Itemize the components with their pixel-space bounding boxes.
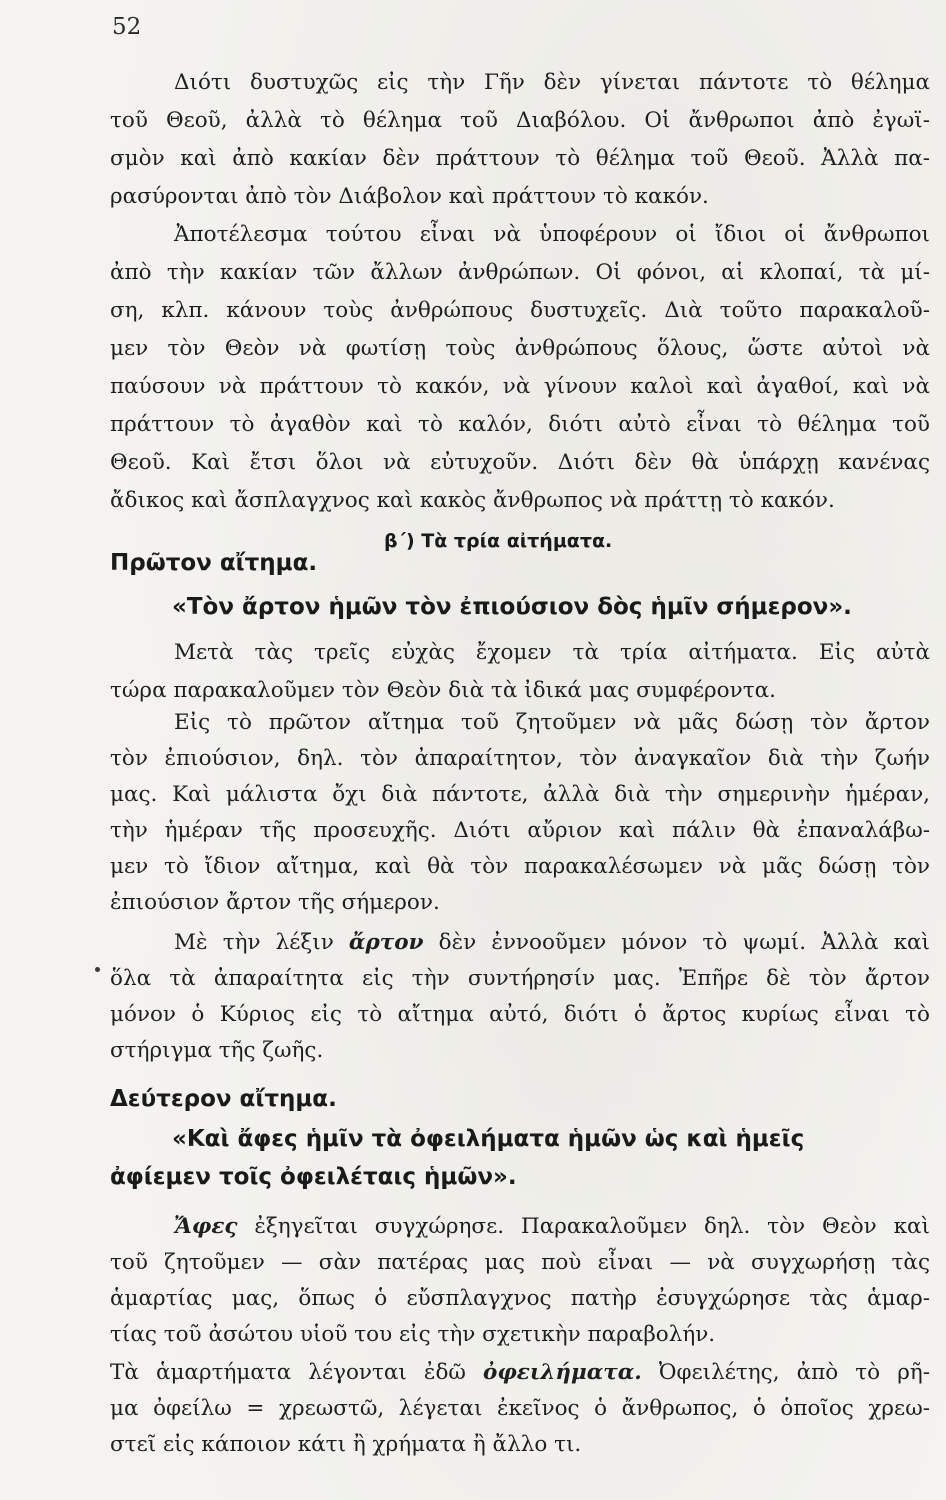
page-number: 52: [112, 14, 142, 40]
text-line: τοῦ ζητοῦμεν — σὰν πατέρας μας ποὺ εἶναι — νὰ συγχωρήσῃ τὰς: [110, 1250, 930, 1275]
second-request-quote: ἀφίεμεν τοῖς ὀφειλέταις ἡμῶν».: [110, 1164, 517, 1190]
text-line: ἄδικος καὶ ἄσπλαγχνος καὶ κακὸς ἄνθρωπος νὰ πράττῃ τὸ κακόν.: [110, 488, 835, 513]
first-request-quote: «Τὸν ἄρτον ἡμῶν τὸν ἐπιούσιον δὸς ἡμῖν σήμερον».: [172, 594, 852, 620]
text-fragment: δὲν ἐννοοῦμεν μόνον τὸ ψωμί. Ἀλλὰ καὶ: [423, 930, 930, 955]
text-line: μεν τὸν Θεὸν νὰ φωτίσῃ τοὺς ἀνθρώπους ὅλους, ὥστε αὐτοὶ νὰ: [110, 336, 930, 361]
text-fragment: Τὰ ἁμαρτήματα λέγονται ἐδῶ: [110, 1360, 484, 1385]
text-line: ἁμαρτίας μας, ὅπως ὁ εὔσπλαγχνος πατὴρ ἐσυγχώρησε τὰς ἁμαρ-: [110, 1286, 930, 1311]
text-line: τὸν ἐπιούσιον, δηλ. τὸν ἀπαραίτητον, τὸν ἀναγκαῖον διὰ τὴν ζωήν: [110, 746, 930, 771]
emphasized-word: ἄρτον: [348, 930, 424, 955]
text-line: ση, κλπ. κάνουν τοὺς ἀνθρώπους δυστυχεῖς. Διὰ τοῦτο παρακαλοῦ-: [110, 298, 930, 323]
text-line: ἐπιούσιον ἄρτον τῆς σήμερον.: [110, 890, 440, 915]
text-line: τὴν ἡμέραν τῆς προσευχῆς. Διότι αὔριον καὶ πάλιν θὰ ἐπαναλάβω-: [110, 818, 930, 843]
section-heading: β΄) Τὰ τρία αἰτήματα.: [384, 530, 613, 552]
text-line: στήριγμα τῆς ζωῆς.: [110, 1038, 324, 1063]
text-line: τοῦ Θεοῦ, ἀλλὰ τὸ θέλημα τοῦ Διαβόλου. Οἱ ἄνθρωποι ἀπὸ ἐγωϊ-: [110, 108, 930, 133]
ink-spot: [95, 967, 100, 972]
text-line: ἀπὸ τὴν κακίαν τῶν ἄλλων ἀνθρώπων. Οἱ φόνοι, αἱ κλοπαί, τὰ μί-: [110, 260, 930, 285]
emphasized-word: Ἄφες: [174, 1214, 238, 1239]
text-line: μα ὀφείλω = χρεωστῶ, λέγεται ἐκεῖνος ὁ ἄνθρωπος, ὁ ὁποῖος χρεω-: [110, 1396, 930, 1421]
text-line: Διότι δυστυχῶς εἰς τὴν Γῆν δὲν γίνεται πάντοτε τὸ θέλημα: [174, 70, 930, 95]
second-request-title: Δεύτερον αἴτημα.: [110, 1086, 337, 1112]
text-line: τώρα παρακαλοῦμεν τὸν Θεὸν διὰ τὰ ἰδικά μας συμφέροντα.: [110, 678, 776, 703]
text-line: πράττουν τὸ ἀγαθὸν καὶ τὸ καλόν, διότι αὐτὸ εἶναι τὸ θέλημα τοῦ: [110, 412, 930, 437]
text-line: τίας τοῦ ἀσώτου υἱοῦ του εἰς τὴν σχετικὴν παραβολήν.: [110, 1322, 716, 1347]
text-line: Μετὰ τὰς τρεῖς εὐχὰς ἔχομεν τὰ τρία αἰτήματα. Εἰς αὐτὰ: [174, 640, 930, 665]
text-line: μόνον ὁ Κύριος εἰς τὸ αἴτημα αὐτό, διότι ὁ ἄρτος κυρίως εἶναι τὸ: [110, 1002, 930, 1027]
text-line: [110, 1358, 930, 1388]
second-request-quote: «Καὶ ἄφες ἡμῖν τὰ ὀφειλήματα ἡμῶν ὡς καὶ ἡμεῖς: [172, 1126, 805, 1152]
text-line: ρασύρονται ἀπὸ τὸν Διάβολον καὶ πράττουν τὸ κακόν.: [110, 184, 709, 209]
emphasized-word: ὀφειλήματα.: [483, 1360, 642, 1385]
text-line: [174, 1212, 930, 1242]
text-line: ὅλα τὰ ἀπαραίτητα εἰς τὴν συντήρησίν μας. Ἐπῆρε δὲ τὸν ἄρτον: [110, 966, 930, 991]
text-fragment: Μὲ τὴν λέξιν: [174, 930, 349, 955]
text-line: Ἀποτέλεσμα τούτου εἶναι νὰ ὑποφέρουν οἱ ἴδιοι οἱ ἄνθρωποι: [174, 222, 930, 247]
first-request-title: Πρῶτον αἴτημα.: [110, 550, 318, 576]
text-line: Θεοῦ. Καὶ ἔτσι ὅλοι νὰ εὐτυχοῦν. Διότι δὲν θὰ ὑπάρχῃ κανένας: [110, 450, 930, 475]
text-line: μας. Καὶ μάλιστα ὄχι διὰ πάντοτε, ἀλλὰ διὰ τὴν σημερινὴν ἡμέραν,: [110, 782, 930, 807]
text-line: μεν τὸ ἴδιον αἴτημα, καὶ θὰ τὸν παρακαλέσωμεν νὰ μᾶς δώσῃ τὸν: [110, 854, 930, 879]
text-line: στεῖ εἰς κάποιον κάτι ἢ χρήματα ἢ ἄλλο τι.: [110, 1432, 582, 1457]
text-line: [174, 928, 930, 958]
text-line: σμὸν καὶ ἀπὸ κακίαν δὲν πράττουν τὸ θέλημα τοῦ Θεοῦ. Ἀλλὰ πα-: [110, 146, 930, 171]
text-fragment: Ὀφειλέτης, ἀπὸ τὸ ρῆ-: [641, 1360, 930, 1385]
text-fragment: ἐξηγεῖται συγχώρησε. Παρακαλοῦμεν δηλ. τὸν Θεὸν καὶ: [237, 1214, 930, 1239]
text-line: Εἰς τὸ πρῶτον αἴτημα τοῦ ζητοῦμεν νὰ μᾶς δώσῃ τὸν ἄρτον: [174, 710, 930, 735]
text-line: παύσουν νὰ πράττουν τὸ κακόν, νὰ γίνουν καλοὶ καὶ ἀγαθοί, καὶ νὰ: [110, 374, 930, 399]
